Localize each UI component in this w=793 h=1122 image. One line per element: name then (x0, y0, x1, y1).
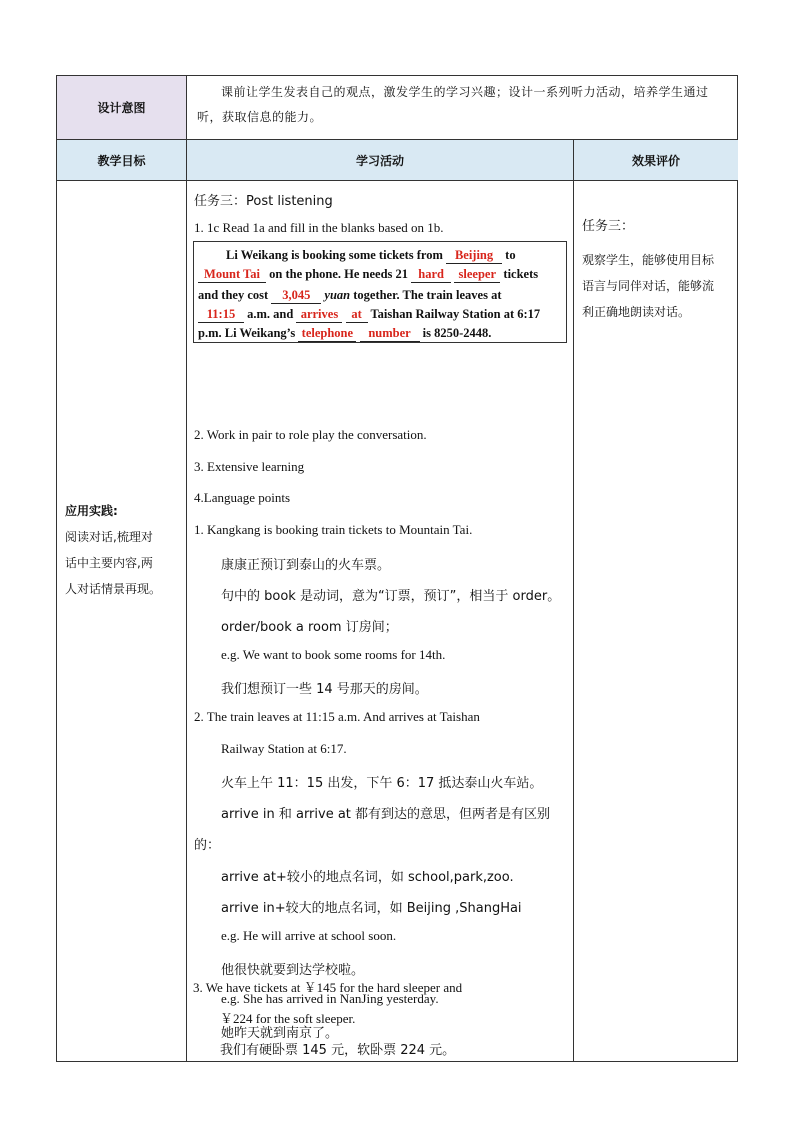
fill-in-blanks-box (193, 241, 567, 343)
language-point: 我们想预订一些 14 号那天的房间。 (221, 682, 428, 697)
exercise-text: on the phone. He needs 21 (266, 267, 412, 281)
goal-line: 话中主要内容,两 (65, 556, 153, 570)
design-intent-label: 设计意图 (57, 76, 186, 139)
answer-blank: 3,045 (271, 288, 321, 304)
language-point: Railway Station at 6:17. (221, 741, 347, 756)
step-4: 4.Language points (194, 490, 291, 505)
language-point: 康康正预订到泰山的火车票。 (221, 558, 391, 573)
exercise-text: p.m. Li Weikang’s (198, 326, 299, 340)
language-point: order/book a room 订房间； (221, 620, 398, 635)
language-point: 我们有硬卧票 145 元，软卧票 224 元。 (220, 1043, 456, 1058)
exercise-text: to (502, 248, 516, 262)
step-1: 1. 1c Read 1a and fill in the blanks based on 1b. (194, 220, 444, 235)
answer-blank: arrives (296, 307, 342, 323)
exercise-line (226, 248, 516, 264)
exercise-text: is 8250-2448. (419, 326, 492, 340)
answer-blank: Beijing (446, 248, 502, 264)
language-point: 2. The train leaves at 11:15 a.m. And arrives at Taishan (194, 709, 480, 724)
answer-blank: at (346, 307, 368, 323)
goal-title: 应用实践: (65, 504, 118, 518)
goal-line: 人对话情景再现。 (65, 582, 162, 596)
answer-blank: Mount Tai (198, 267, 266, 283)
language-point: 的： (194, 838, 221, 853)
exercise-text: tickets (500, 267, 539, 281)
design-intent-text: 课前让学生发表自己的观点，激发学生的学习兴趣；设计一系列听力活动，培养学生通过听，获取信息的能力。 (197, 85, 709, 124)
header-goal: 教学目标 (57, 140, 186, 180)
exercise-line (198, 267, 538, 283)
language-point: 3. We have tickets at ￥145 for the hard sleeper and (193, 980, 463, 995)
evaluation-line: 语言与同伴对话，能够流 (582, 279, 715, 293)
language-point: 她昨天就到南京了。 (221, 1026, 339, 1041)
language-point: arrive in 和 arrive at 都有到达的意思，但两者是有区别 (221, 807, 551, 822)
goal-line: 阅读对话,梳理对 (65, 530, 153, 544)
exercise-line (198, 288, 501, 304)
exercise-text: Li Weikang is booking some tickets from (226, 248, 447, 262)
evaluation-line: 观察学生，能够使用目标 (582, 253, 715, 267)
exercise-text: yuan (324, 288, 351, 302)
answer-blank: telephone (298, 326, 356, 342)
goal-cell (57, 498, 186, 602)
exercise-text: together. The train leaves at (350, 288, 502, 302)
evaluation-title: 任务三： (582, 219, 635, 234)
exercise-line (198, 307, 540, 323)
answer-blank: number (360, 326, 420, 342)
exercise-text: and they cost (198, 288, 272, 302)
task-title: 任务三：Post listening (194, 194, 333, 209)
language-point: arrive in+较大的地点名词，如 Beijing ,ShangHai (221, 901, 522, 916)
step-2: 2. Work in pair to role play the conversation. (194, 427, 427, 442)
answer-blank: sleeper (454, 267, 500, 283)
header-evaluation: 效果评价 (574, 140, 738, 180)
header-activity: 学习活动 (187, 140, 573, 180)
language-point: e.g. She has arrived in NanJing yesterday. (221, 991, 439, 1006)
language-point: e.g. We want to book some rooms for 14th. (221, 647, 446, 662)
evaluation-cell (574, 180, 738, 1062)
lesson-plan-table (56, 75, 738, 1062)
language-point: 句中的 book 是动词，意为“订票，预订”，相当于 order。 (221, 589, 561, 604)
language-point: e.g. He will arrive at school soon. (221, 928, 397, 943)
language-point: ￥224 for the soft sleeper. (220, 1011, 356, 1026)
language-point: 他很快就要到达学校啦。 (221, 963, 365, 978)
language-point: 1. Kangkang is booking train tickets to Mountain Tai. (194, 522, 473, 537)
exercise-line (198, 326, 491, 342)
exercise-text: Taishan Railway Station at 6:17 (367, 307, 541, 321)
language-point: 火车上午 11：15 出发，下午 6：17 抵达泰山火车站。 (221, 776, 543, 791)
step-3: 3. Extensive learning (194, 459, 305, 474)
language-point: arrive at+较小的地点名词，如 school,park,zoo. (221, 870, 514, 885)
answer-blank: 11:15 (198, 307, 244, 323)
exercise-text: a.m. and (244, 307, 297, 321)
answer-blank: hard (411, 267, 451, 283)
evaluation-line: 利正确地朗读对话。 (582, 305, 691, 319)
